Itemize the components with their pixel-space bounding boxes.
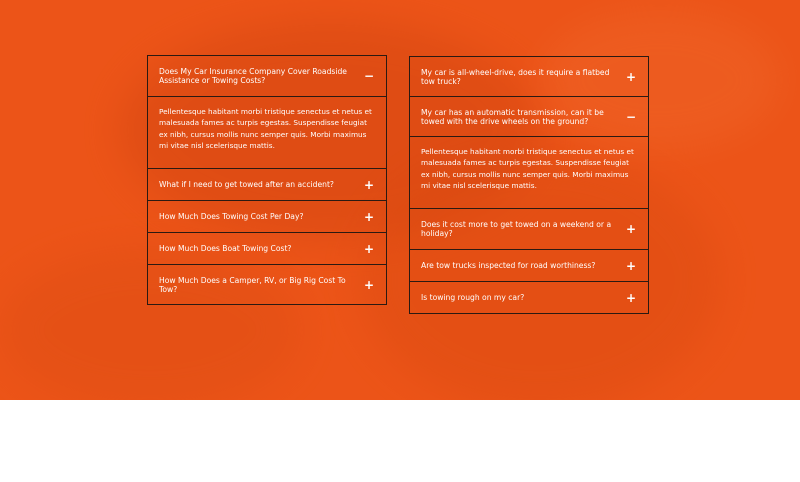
plus-icon[interactable]: + [626,69,637,84]
faq-item [148,264,386,304]
faq-answer-text: Pellentesque habitant morbi tristique senectus et netus et malesuada fames ac turpis egestas. Suspendisse feugiat ex nibh, cursus mollis nunc semper quis. Morbi maximus mi vitae nisl scelerisque mattis. [159,107,372,150]
faq-question-toggle[interactable] [148,265,386,304]
faq-question-toggle[interactable] [410,97,648,137]
plus-icon[interactable]: + [626,258,637,273]
faq-question-toggle[interactable] [410,57,648,96]
faq-question-text: My car is all-wheel-drive, does it require a flatbed tow truck? [421,67,610,86]
faq-question-toggle[interactable] [148,233,386,264]
faq-accordion-left [147,55,387,305]
faq-item [148,168,386,200]
faq-question-toggle[interactable] [148,56,386,97]
faq-question-toggle[interactable] [410,282,648,313]
faq-question-text: What if I need to get towed after an accident? [159,180,334,189]
faq-question-text: My car has an automatic transmission, can it be towed with the drive wheels on the ground? [421,107,604,126]
faq-question-text: Are tow trucks inspected for road worthiness? [421,261,596,270]
plus-icon[interactable]: + [626,290,637,305]
faq-accordion-right [409,56,649,314]
faq-question-text: How Much Does Towing Cost Per Day? [159,212,304,221]
plus-icon[interactable]: + [626,222,637,236]
faq-question-text: How Much Does a Camper, RV, or Big Rig Cost To Tow? [159,275,346,294]
minus-icon[interactable]: − [626,109,637,124]
faq-item [410,96,648,208]
faq-question-text: Does My Car Insurance Company Cover Roadside Assistance or Towing Costs? [159,67,347,85]
minus-icon[interactable]: − [364,69,375,83]
plus-icon[interactable]: + [364,177,375,192]
faq-item [410,208,648,249]
page-footer-blank [0,400,800,482]
faq-item [410,281,648,313]
faq-question-toggle[interactable] [410,209,648,249]
faq-item [148,232,386,264]
faq-question-toggle[interactable] [410,250,648,281]
faq-item [148,200,386,232]
faq-question-text: How Much Does Boat Towing Cost? [159,244,292,253]
plus-icon[interactable]: + [364,277,375,292]
faq-answer-text: Pellentesque habitant morbi tristique senectus et netus et malesuada fames ac turpis egestas. Suspendisse feugiat ex nibh, cursus mollis nunc semper quis. Morbi maximus mi vitae nisl scelerisque mattis. [421,147,634,190]
faq-question-text: Does it cost more to get towed on a weekend or a holiday? [421,220,612,238]
plus-icon[interactable]: + [364,209,375,224]
faq-question-text: Is towing rough on my car? [421,293,525,302]
faq-item [410,249,648,281]
faq-item [148,56,386,168]
faq-question-toggle[interactable] [148,169,386,200]
plus-icon[interactable]: + [364,241,375,256]
faq-question-toggle[interactable] [148,201,386,232]
faq-item [410,57,648,96]
